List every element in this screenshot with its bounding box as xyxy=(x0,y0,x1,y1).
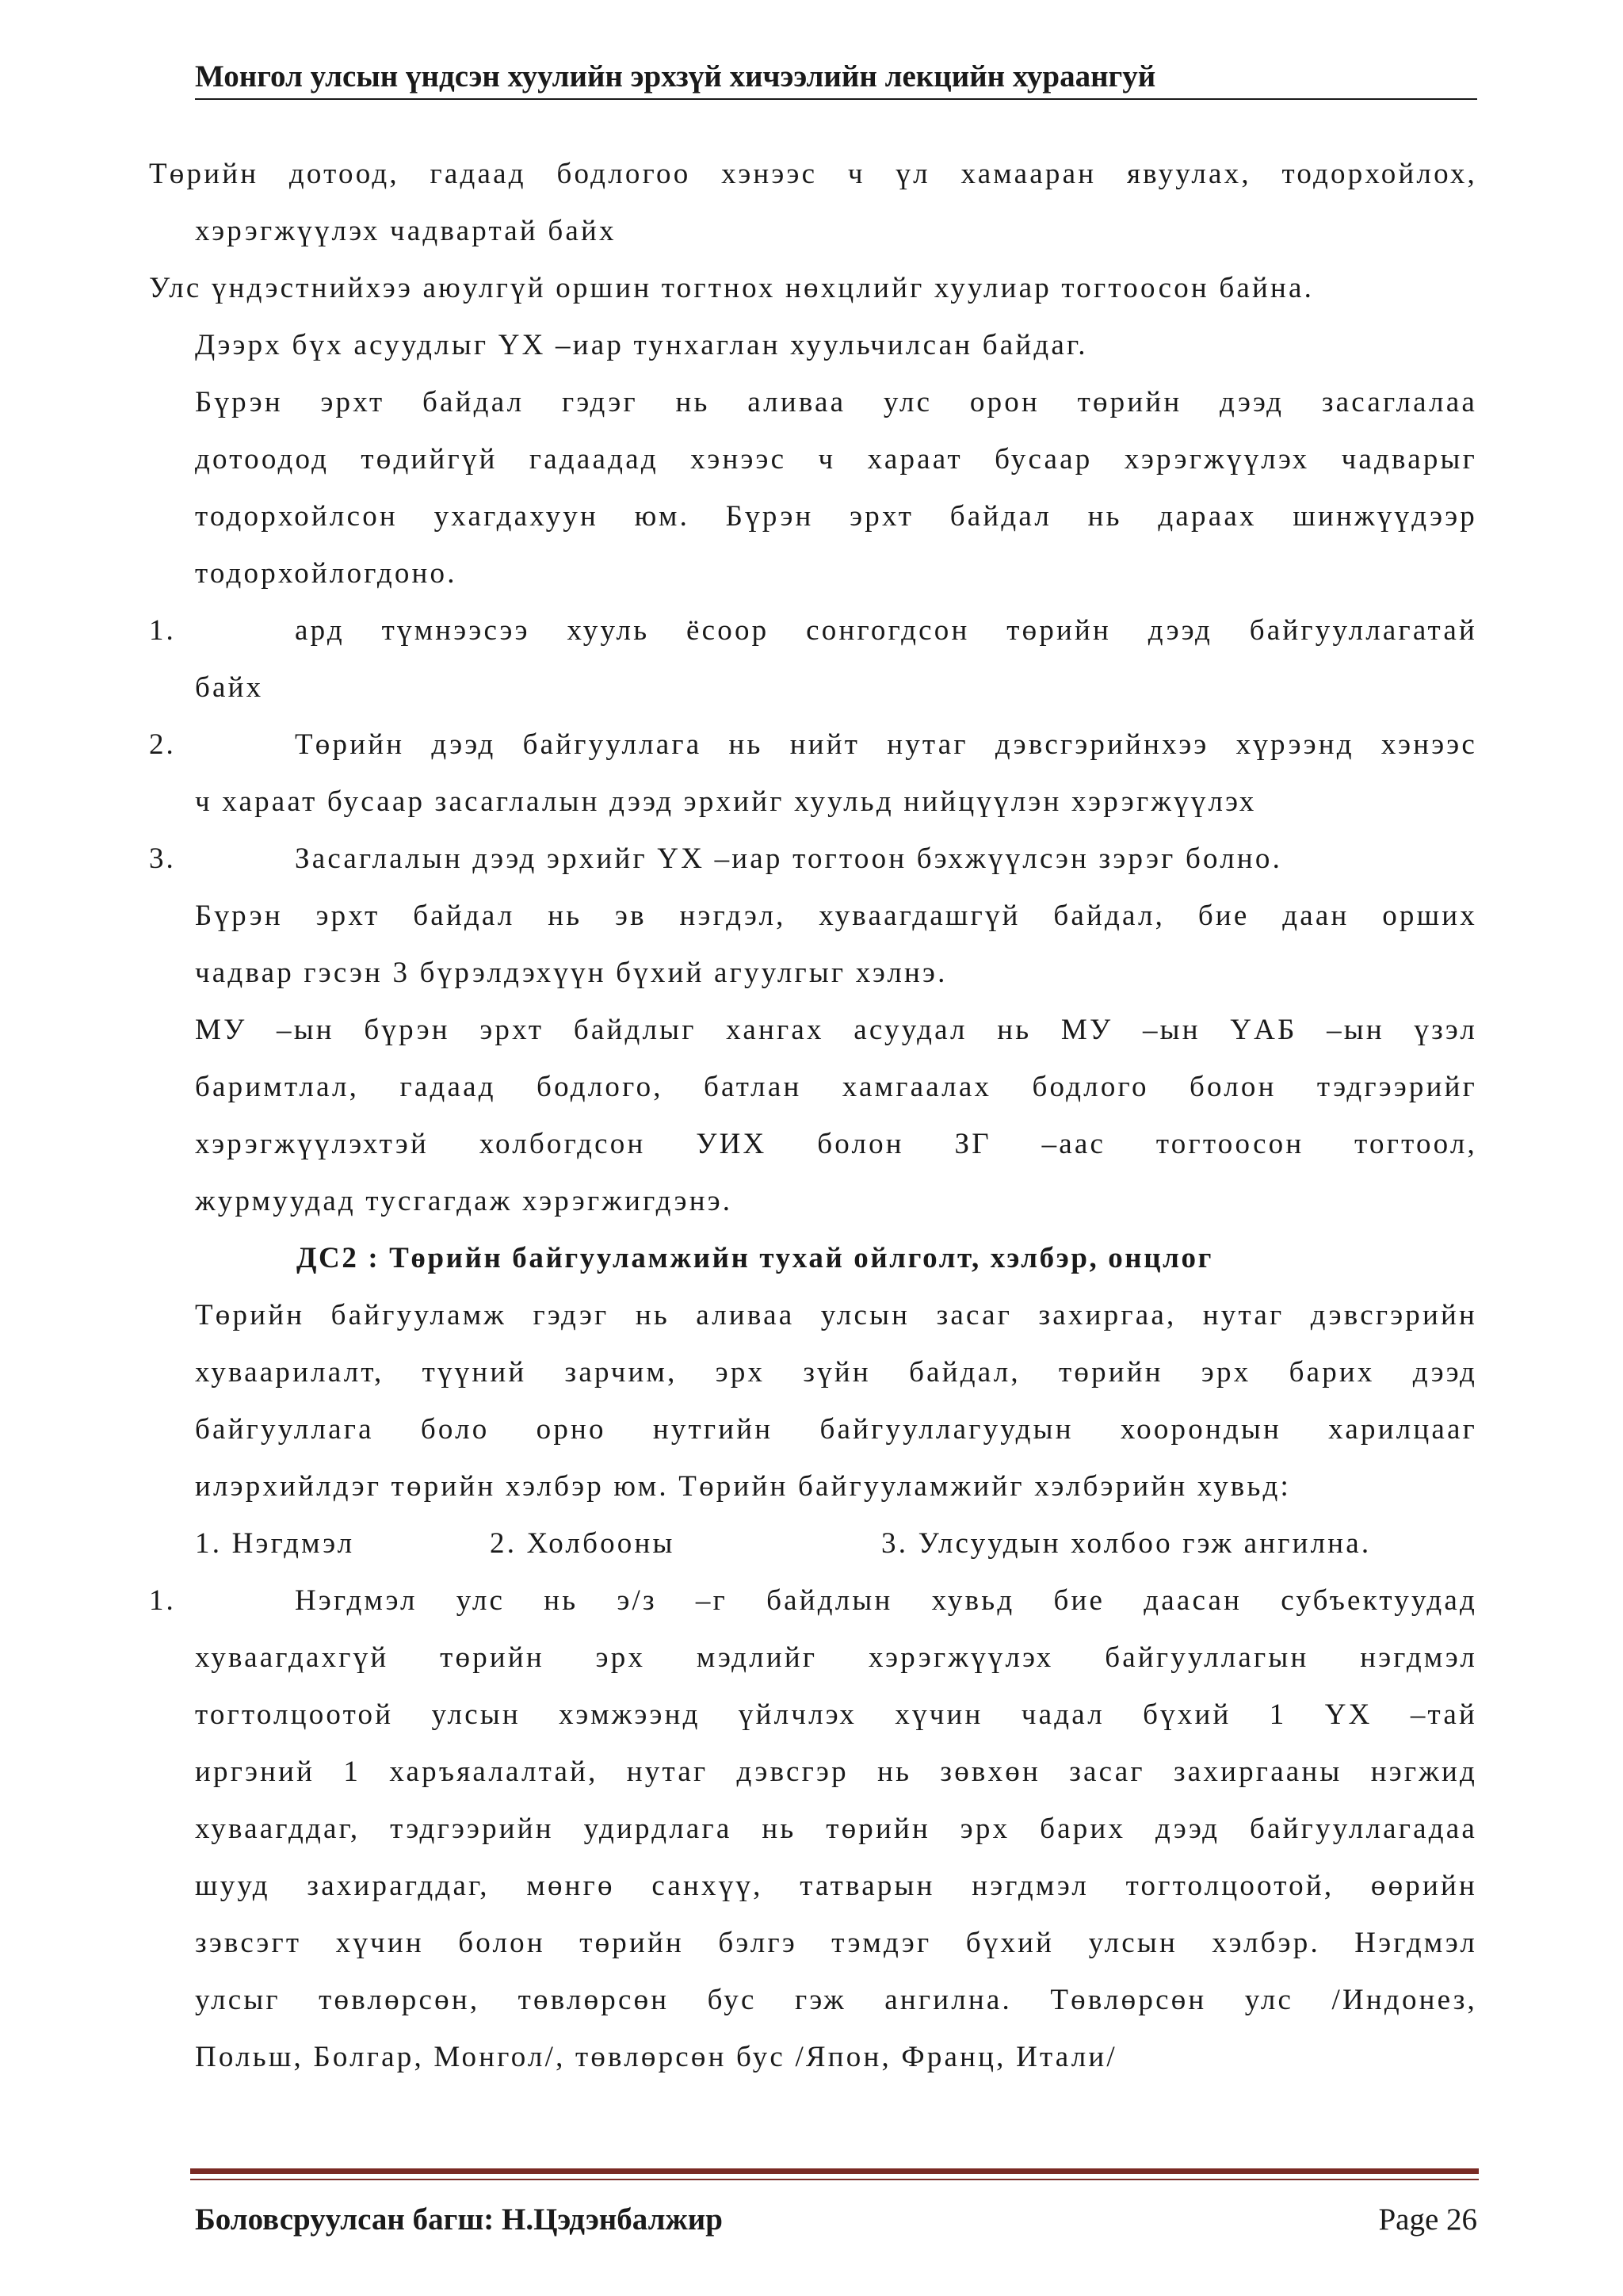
list-item-line: тогтолцоотой улсын хэмжээнд үйлчлэх хүчин чадал бүхий 1 ҮХ –тай xyxy=(195,1698,1477,1731)
state-type-unitary: 1. Нэгдмэл xyxy=(195,1527,355,1560)
paragraph-line: Төрийн дотоод, гадаад бодлогоо хэнээс ч үл хамааран явуулах, тодорхойлох, xyxy=(149,158,1477,190)
paragraph-line: Улс үндэстнийхээ аюулгүй оршин тогтнох нөхцлийг хуулиар тогтоосон байна. xyxy=(149,272,1315,304)
state-type-confederation: 3. Улсуудын холбоо гэж ангилна. xyxy=(881,1527,1372,1560)
list-number: 1. xyxy=(149,614,176,647)
list-item-line: ч хараат бусаар засаглалын дээд эрхийг хуульд нийцүүлэн хэрэгжүүлэх xyxy=(195,785,1257,818)
paragraph-line: дотоодод төдийгүй гадаадад хэнээс ч хараат бусаар хэрэгжүүлэх чадварыг xyxy=(195,443,1477,476)
section-heading: ДС2 : Төрийн байгууламжийн тухай ойлголт, хэлбэр, онцлог xyxy=(296,1242,1213,1274)
paragraph-line: хуваарилалт, түүний зарчим, эрх зүйн байдал, төрийн эрх барих дээд xyxy=(195,1356,1477,1389)
footer-divider-thin xyxy=(190,2179,1479,2180)
state-type-federal: 2. Холбооны xyxy=(490,1527,675,1560)
list-item-line: Засаглалын дээд эрхийг ҮХ –иар тогтоон бэхжүүлсэн зэрэг болно. xyxy=(295,842,1283,875)
list-number: 1. xyxy=(149,1584,176,1617)
paragraph-line: хэрэгжүүлэхтэй холбогдсон УИХ болон ЗГ –аас тогтоосон тогтоол, xyxy=(195,1128,1477,1160)
list-item-line: Польш, Болгар, Монгол/, төвлөрсөн бус /Япон, Франц, Итали/ xyxy=(195,2041,1117,2073)
paragraph-line: тодорхойлсон ухагдахуун юм. Бүрэн эрхт байдал нь дараах шинжүүдээр xyxy=(195,500,1477,533)
footer-divider-thick xyxy=(190,2168,1479,2174)
page-number: Page 26 xyxy=(1378,2202,1477,2237)
paragraph-line: журмуудад тусгагдаж хэрэгжигдэнэ. xyxy=(195,1185,733,1217)
header-divider xyxy=(195,98,1477,100)
paragraph-line: Бүрэн эрхт байдал гэдэг нь аливаа улс орон төрийн дээд засаглалаа xyxy=(195,386,1477,418)
list-item-line: хуваагдахгүй төрийн эрх мэдлийг хэрэгжүүлэх байгууллагын нэгдмэл xyxy=(195,1641,1477,1674)
paragraph-line: МУ –ын бүрэн эрхт байдлыг хангах асуудал нь МУ –ын ҮАБ –ын үзэл xyxy=(195,1014,1477,1046)
footer-author: Боловсруулсан багш: Н.Цэдэнбалжир xyxy=(195,2202,723,2237)
paragraph-line: хэрэгжүүлэх чадвартай байх xyxy=(195,215,617,247)
list-item-line: иргэний 1 харъяалалтай, нутаг дэвсгэр нь зөвхөн засаг захиргааны нэгжид xyxy=(195,1755,1477,1788)
list-item-line: байх xyxy=(195,671,264,704)
paragraph-line: илэрхийлдэг төрийн хэлбэр юм. Төрийн байгууламжийг хэлбэрийн хувьд: xyxy=(195,1470,1292,1503)
paragraph-line: Дээрх бүх асуудлыг ҮХ –иар тунхаглан хуульчилсан байдаг. xyxy=(195,329,1088,361)
list-item-line: ард түмнээсээ хууль ёсоор сонгогдсон төрийн дээд байгууллагатай xyxy=(295,614,1477,647)
paragraph-line: байгууллага боло орно нутгийн байгууллагуудын хоорондын харилцааг xyxy=(195,1413,1477,1446)
list-item-line: Нэгдмэл улс нь э/з –г байдлын хувьд бие даасан субъектуудад xyxy=(295,1584,1477,1617)
paragraph-line: баримтлал, гадаад бодлого, батлан хамгаалах бодлого болон тэдгээрийг xyxy=(195,1071,1477,1103)
list-number: 2. xyxy=(149,728,176,761)
paragraph-line: тодорхойлогдоно. xyxy=(195,557,457,590)
header-title: Монгол улсын үндсэн хуулийн эрхзүй хичээлийн лекцийн хураангуй xyxy=(195,59,1156,94)
paragraph-line: Төрийн байгууламж гэдэг нь аливаа улсын засаг захиргаа, нутаг дэвсгэрийн xyxy=(195,1299,1477,1331)
list-item-line: хуваагддаг, тэдгээрийн удирдлага нь төрийн эрх барих дээд байгууллагадаа xyxy=(195,1813,1477,1845)
list-item-line: шууд захирагддаг, мөнгө санхүү, татварын нэгдмэл тогтолцоотой, өөрийн xyxy=(195,1870,1477,1902)
list-item-line: Төрийн дээд байгууллага нь нийт нутаг дэвсгэрийнхээ хүрээнд хэнээс xyxy=(295,728,1477,761)
paragraph-line: чадвар гэсэн 3 бүрэлдэхүүн бүхий агуулгыг хэлнэ. xyxy=(195,957,948,989)
paragraph-line: Бүрэн эрхт байдал нь эв нэгдэл, хуваагдашгүй байдал, бие даан орших xyxy=(195,900,1477,932)
list-item-line: улсыг төвлөрсөн, төвлөрсөн бус гэж ангилна. Төвлөрсөн улс /Индонез, xyxy=(195,1984,1477,2016)
list-number: 3. xyxy=(149,842,176,875)
list-item-line: зэвсэгт хүчин болон төрийн бэлгэ тэмдэг бүхий улсын хэлбэр. Нэгдмэл xyxy=(195,1927,1477,1959)
